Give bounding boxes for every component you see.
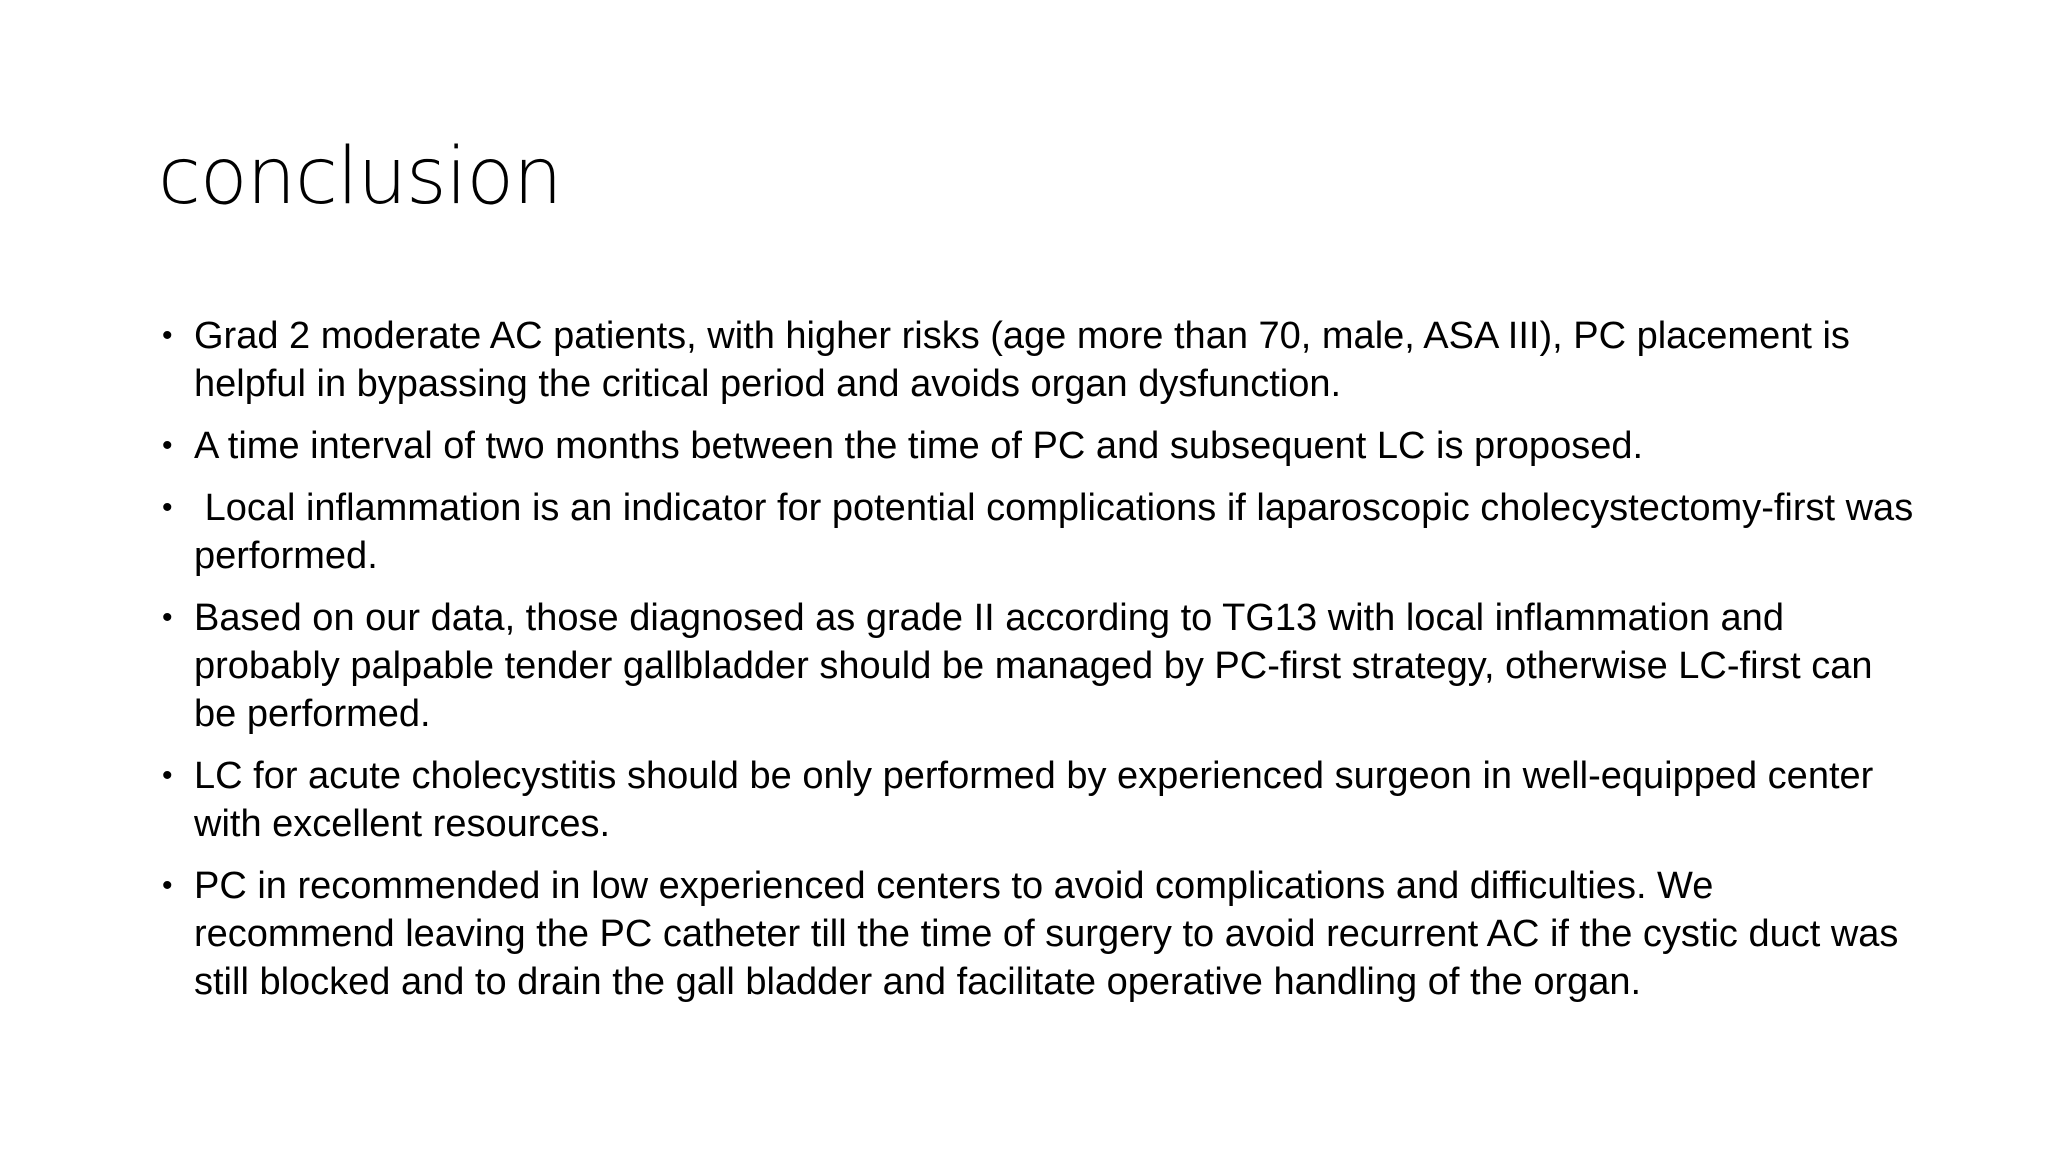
bullet-text: Grad 2 moderate AC patients, with higher risks (age more than 70, male, ASA III), PC placement is helpful in bypassing the critical period and avoids organ dysfunction.	[194, 315, 1850, 405]
slide-title: conclusion	[158, 132, 562, 222]
bullet-item	[158, 594, 1918, 738]
bullet-text: Local inflammation is an indicator for potential complications if laparoscopic cholecystectomy-first was performed.	[194, 487, 1924, 577]
bullet-dot-icon: •	[162, 319, 173, 352]
bullet-dot-icon: •	[162, 491, 173, 524]
bullet-dot-icon: •	[162, 759, 173, 792]
bullet-text: LC for acute cholecystitis should be only performed by experienced surgeon in well-equipped center with excellent resources.	[194, 755, 1874, 845]
bullet-item	[158, 752, 1918, 848]
bullet-list	[158, 312, 1924, 1020]
bullet-dot-icon: •	[162, 869, 173, 902]
bullet-item	[158, 312, 1918, 408]
bullet-item	[158, 484, 1924, 580]
bullet-text: Based on our data, those diagnosed as grade II according to TG13 with local inflammation and probably palpable tender gallbladder should be managed by PC-first strategy, otherwise LC-first can be performed.	[194, 597, 1873, 735]
bullet-text: A time interval of two months between the time of PC and subsequent LC is proposed.	[194, 425, 1644, 467]
bullet-dot-icon: •	[162, 429, 173, 462]
bullet-item	[158, 862, 1918, 1006]
bullet-text: PC in recommended in low experienced centers to avoid complications and difficulties. We recommend leaving the PC catheter till the time of surgery to avoid recurrent AC if the cystic duct was still blocked and to drain the gall bladder and facilitate operative handling of the organ.	[194, 865, 1899, 1003]
bullet-item	[158, 422, 1918, 470]
bullet-dot-icon: •	[162, 601, 173, 634]
